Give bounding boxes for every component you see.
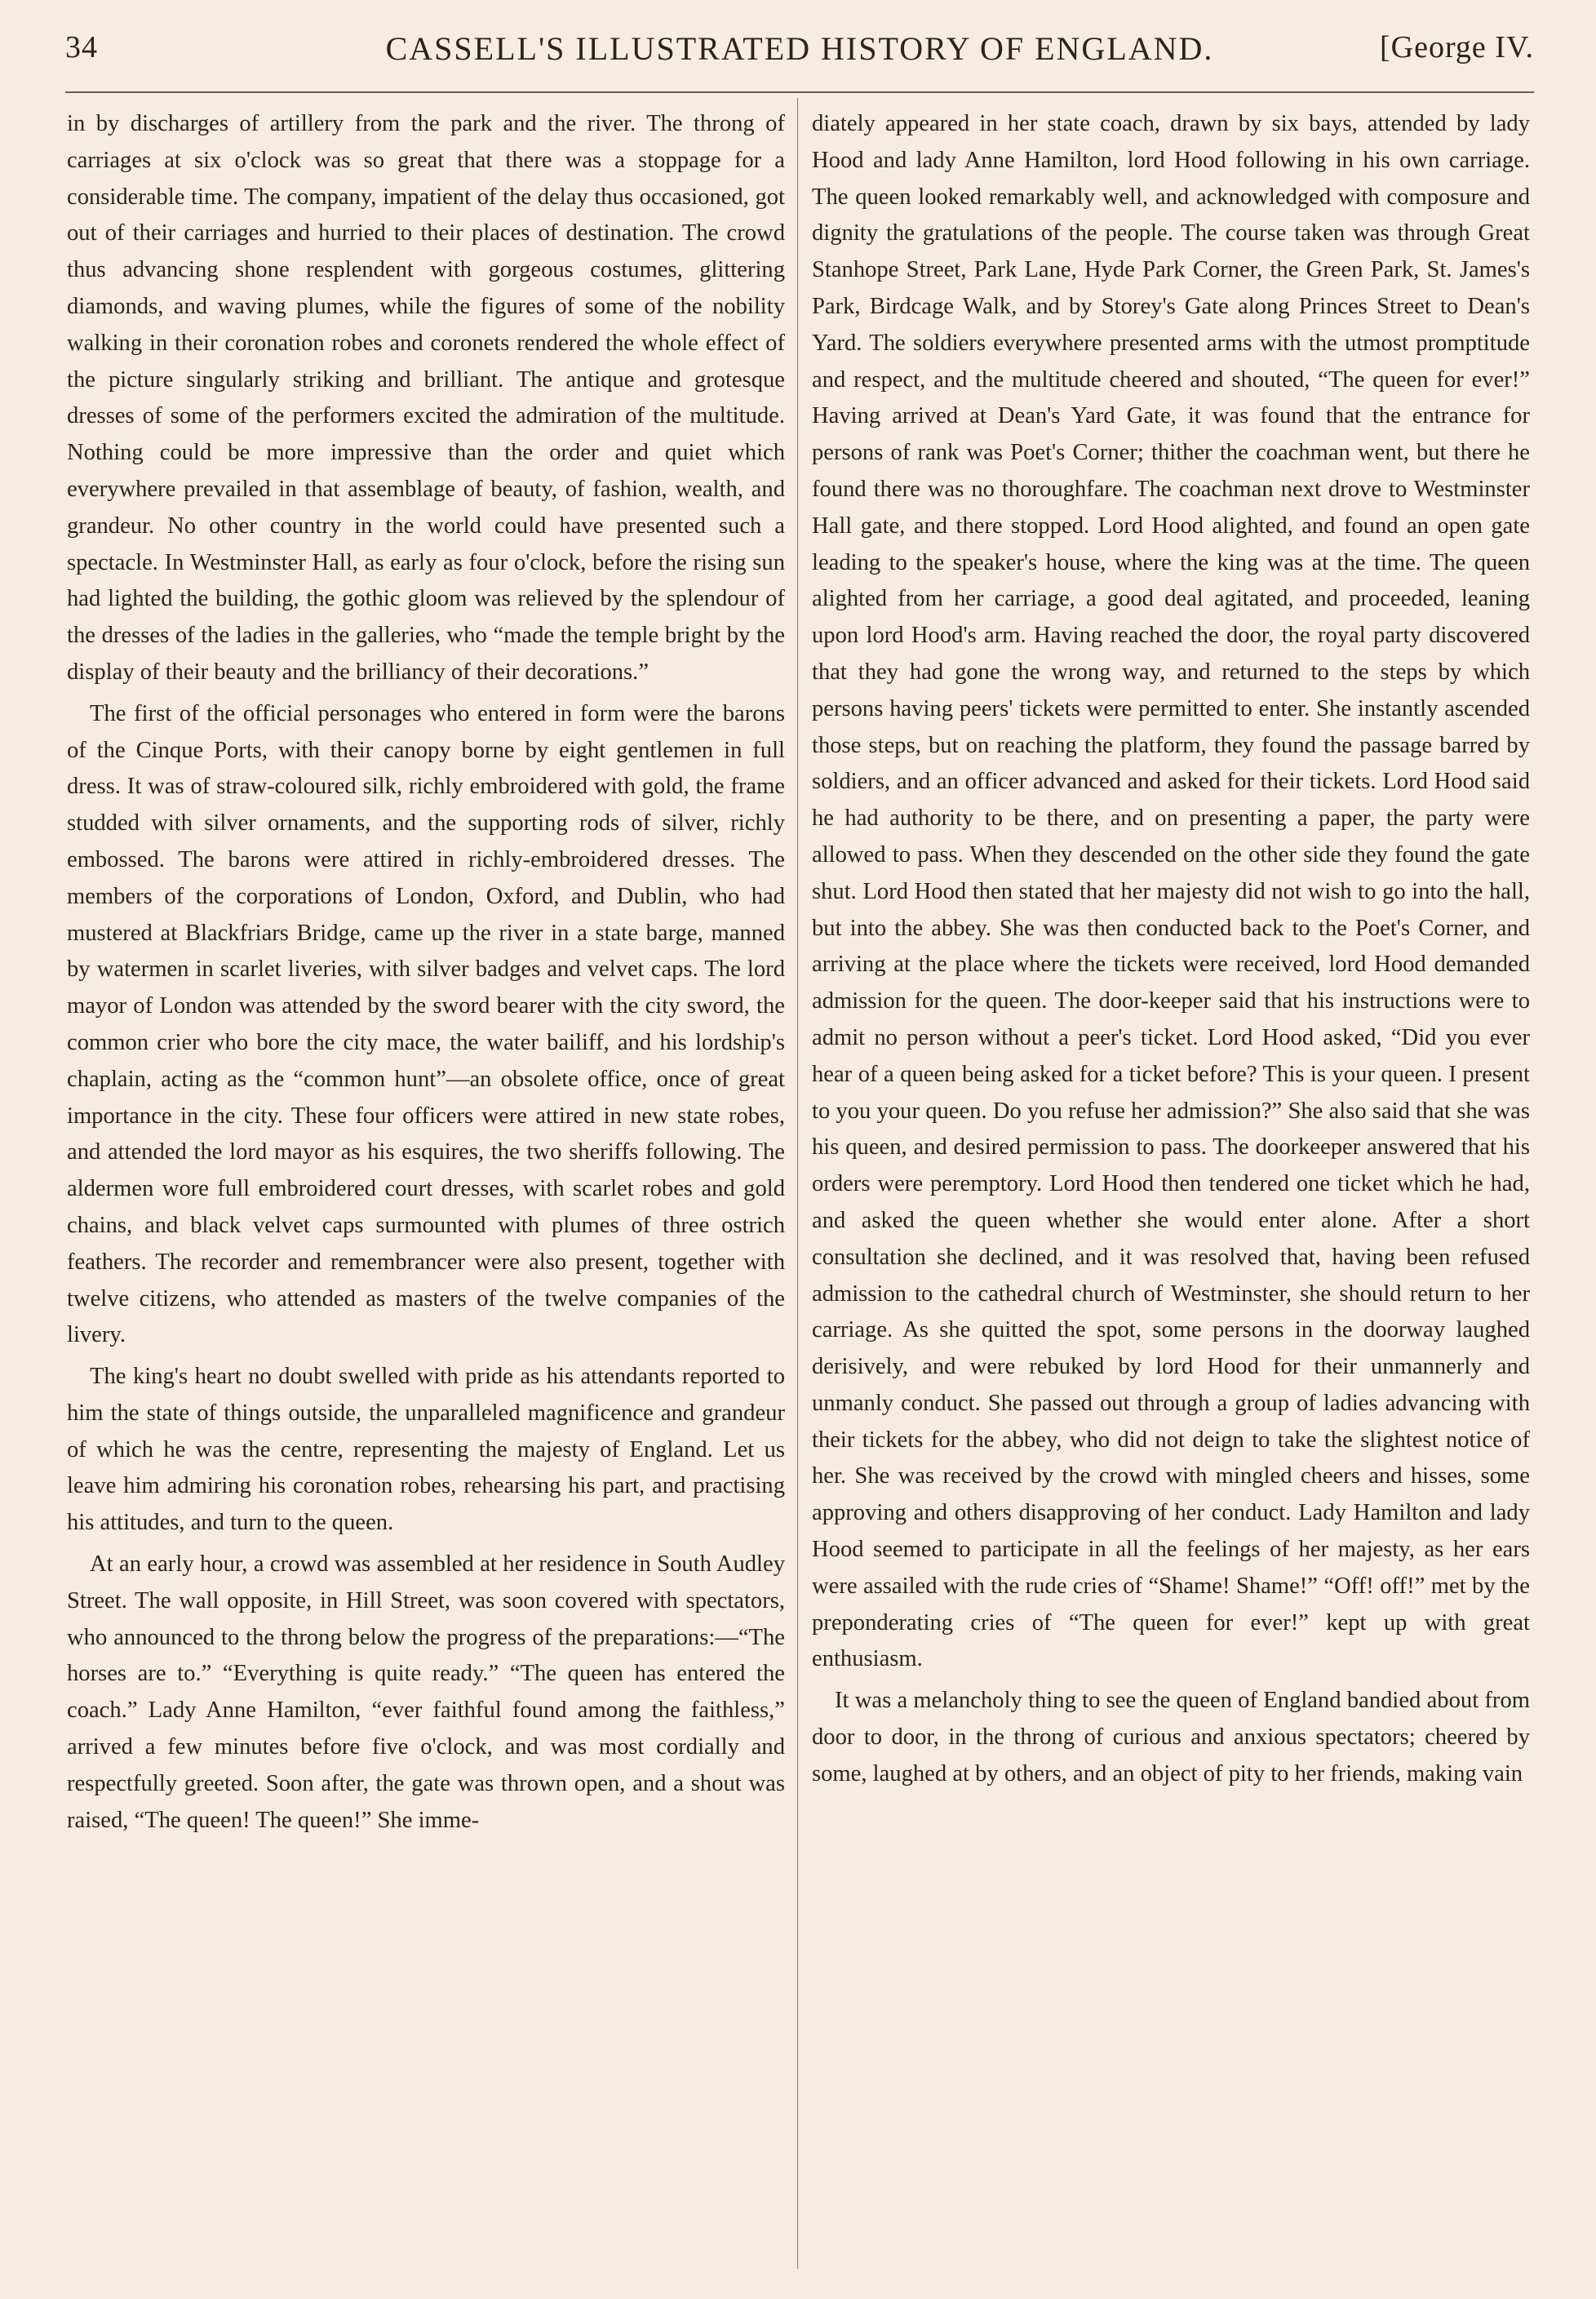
paragraph: It was a melancholy thing to see the queen of England bandied about from door to door, in the throng of curious and anxious spectators; cheered by some, laughed at by others, and an object of pity to her friends, making vain: [812, 1688, 1530, 1786]
paragraph: The first of the official personages who entered in form were the barons of the Cinque Ports, with their canopy borne by eight gentlemen in full dress. It was of straw-coloured silk, richly embroidered with gold, the frame studded with silver ornaments, and the supporting rods of silver, richly embossed. The barons were attired in richly-embroidered dresses. The members of the corporations of London, Oxford, and Dublin, who had mustered at Blackfriars Bridge, came up the river in a state barge, manned by watermen in scarlet liveries, with silver badges and velvet caps. The lord mayor of London was attended by the sword bearer with the city sword, the common crier who bore the city mace, the water bailiff, and his lordship's chaplain, acting as the “common hunt”—an obsolete office, once of great importance in the city. These four officers were attired in new state robes, and attended the lord mayor as his esquires, the two sheriffs following. The aldermen wore full embroidered court dresses, with scarlet robes and gold chains, and black velvet caps surmounted with plumes of three ostrich feathers. The recorder and remembrancer were also present, together with twelve citizens, who attended as masters of the twelve companies of the livery.: [67, 700, 785, 1348]
paragraph: At an early hour, a crowd was assembled at her residence in South Audley Street. The wall opposite, in Hill Street, was soon covered with spectators, who announced to the throng below the progress of the preparations:—“The horses are to.” “Everything is quite ready.” “The queen has entered the coach.” Lady Anne Hamilton, “ever faithful found among the faithless,” arrived a few minutes before five o'clock, and was most cordially and respectfully greeted. Soon after, the gate was thrown open, and a shout was raised, “The queen! The queen!” She imme-: [67, 1551, 785, 1833]
right-column: [812, 106, 1530, 1798]
paragraph: in by discharges of artillery from the park and the river. The throng of carriages at six o'clock was so great that there was a stoppage for a considerable time. The company, impatient of the delay thus occasioned, got out of their carriages and hurried to their places of destination. The crowd thus advancing shone resplendent with gorgeous costumes, glittering diamonds, and waving plumes, while the figures of some of the nobility walking in their coronation robes and coronets rendered the whole effect of the picture singularly striking and brilliant. The antique and grotesque dresses of some of the performers excited the admiration of the multitude. Nothing could be more impressive than the order and quiet which everywhere prevailed in that assemblage of beauty, of fashion, wealth, and grandeur. No other country in the world could have presented such a spectacle. In Westminster Hall, as early as four o'clock, before the rising sun had lighted the building, the gothic gloom was relieved by the splendour of the dresses of the ladies in the galleries, who “made the temple bright by the display of their beauty and the brilliancy of their decorations.”: [67, 111, 785, 685]
paragraph: diately appeared in her state coach, drawn by six bays, attended by lady Hood and lady Anne Hamilton, lord Hood following in his own carriage. The queen looked remarkably well, and acknowledged with composure and dignity the gratulations of the people. The course taken was through Great Stanhope Street, Park Lane, Hyde Park Corner, the Green Park, St. James's Park, Birdcage Walk, and by Storey's Gate along Princes Street to Dean's Yard. The soldiers everywhere presented arms with the utmost promptitude and respect, and the multitude cheered and shouted, “The queen for ever!” Having arrived at Dean's Yard Gate, it was found that the entrance for persons of rank was Poet's Corner; thither the coachman went, but there he found there was no thoroughfare. The coachman next drove to Westminster Hall gate, and there stopped. Lord Hood alighted, and found an open gate leading to the speaker's house, where the king was at the time. The queen alighted from her carriage, a good deal agitated, and proceeded, leaning upon lord Hood's arm. Having reached the door, the royal party discovered that they had gone the wrong way, and returned to the steps by which persons having peers' tickets were permitted to enter. She instantly ascended those steps, but on reaching the platform, they found the passage barred by soldiers, and an officer advanced and asked for their tickets. Lord Hood said he had authority to be there, and on presenting a paper, the party were allowed to pass. When they descended on the other side they found the gate shut. Lord Hood then stated that her majesty did not wish to go into the hall, but into the abbey. She was then conducted back to the Poet's Corner, and arriving at the place where the tickets were received, lord Hood demanded admission for the queen. The door-keeper said that his instructions were to admit no person without a peer's ticket. Lord Hood asked, “Did you ever hear of a queen being asked for a ticket before? This is your queen. I present to you your queen. Do you refuse her admission?” She also said that she was his queen, and desired permission to pass. The doorkeeper answered that his orders were peremptory. Lord Hood then tendered one ticket which he had, and asked the queen whether she would enter alone. After a short consultation she declined, and it was resolved that, having been refused admission to the cathedral church of Westminster, she should return to her carriage. As she quitted the spot, some persons in the doorway laughed derisively, and were rebuked by lord Hood for their unmannerly and unmanly conduct. She passed out through a group of ladies advancing with their tickets for the abbey, who did not deign to take the slightest notice of her. She was received by the crowd with mingled cheers and hisses, some approving and others disapproving of her conduct. Lady Hamilton and lady Hood seemed to participate in all the feelings of her majesty, as her ears were assailed with the rude cries of “Shame! Shame!” “Off! off!” met by the preponderating cries of “The queen for ever!” kept up with great enthusiasm.: [812, 111, 1530, 1672]
running-title: CASSELL'S ILLUSTRATED HISTORY OF ENGLAND.: [385, 30, 1214, 67]
paragraph: The king's heart no doubt swelled with pride as his attendants reported to him the state of things outside, the unparalleled magnificence and grandeur of which he was the centre, representing the majesty of England. Let us leave him admiring his coronation robes, rehearsing his part, and practising his attitudes, and turn to the queen.: [67, 1364, 785, 1536]
column-divider: [797, 98, 798, 2269]
section-tag: [George IV.: [1380, 30, 1534, 64]
left-column: [67, 106, 785, 1844]
page-number: 34: [65, 30, 98, 64]
page-header: [65, 23, 1534, 88]
header-rule: [65, 91, 1534, 93]
